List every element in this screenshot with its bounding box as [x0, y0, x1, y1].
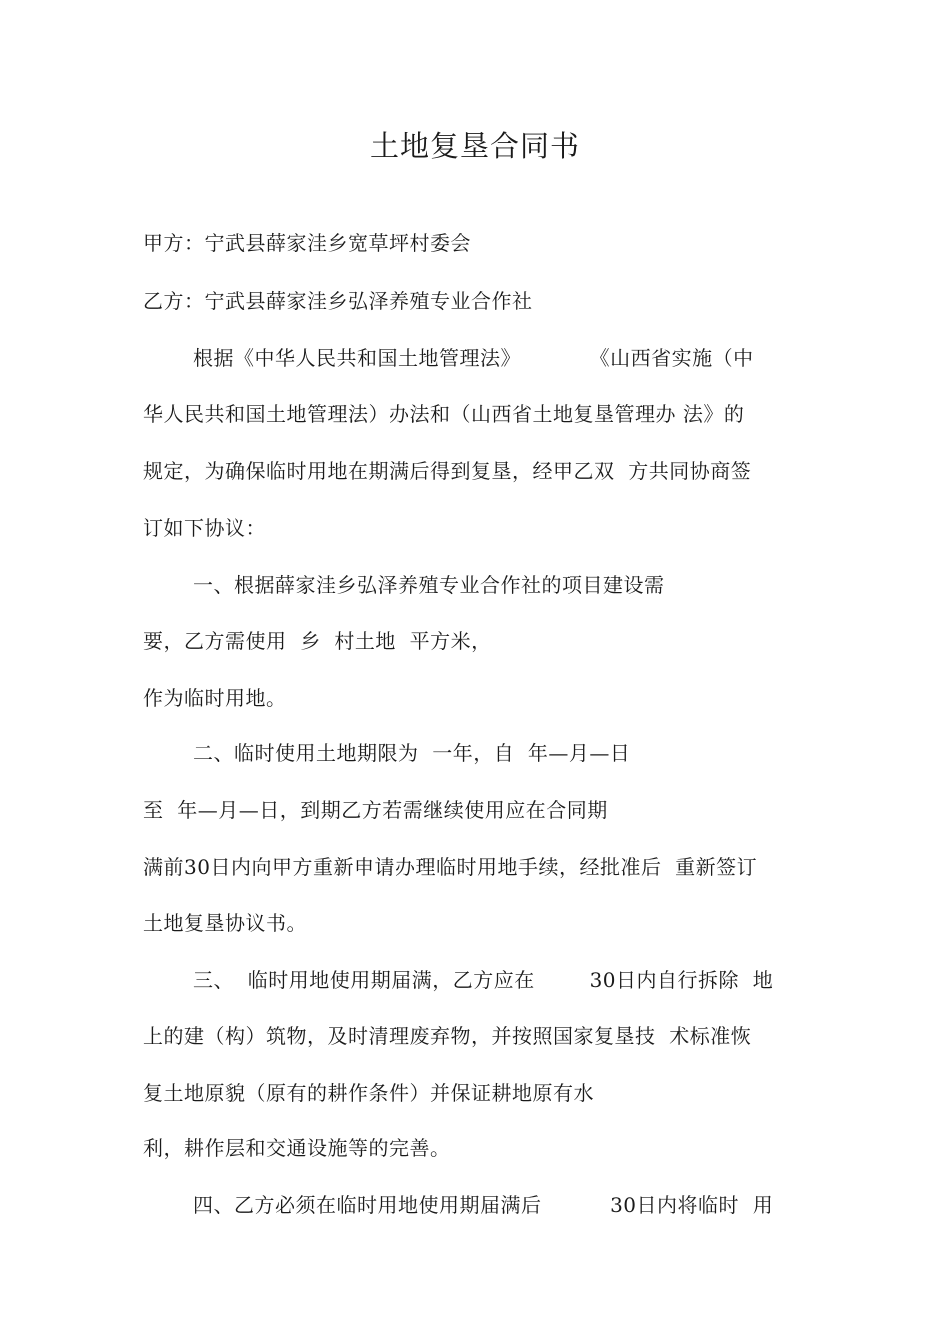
clause-4-line-1: 四、乙方必须在临时用地使用期届满后 30日内将临时 用 [193, 1193, 774, 1217]
intro-line-3: 规定，为确保临时用地在期满后得到复垦，经甲乙双 方共同协商签 [143, 459, 752, 483]
clause-2-line-1: 二、临时使用土地期限为 一年，自 年—月—日 [193, 741, 631, 765]
intro-line-4: 订如下协议： [143, 516, 266, 540]
clause-3-line-2: 上的建（构）筑物，及时清理废弃物，并按照国家复垦技 术标准恢 [143, 1024, 752, 1048]
intro-line-1: 根据《中华人民共和国土地管理法》 《山西省实施（中 [193, 346, 754, 370]
party-b-line: 乙方：宁武县薛家洼乡弘泽养殖专业合作社 [143, 289, 533, 313]
clause-3-line-1: 三、 临时用地使用期届满，乙方应在 30日内自行拆除 地 [193, 968, 774, 992]
intro-line-2: 华人民共和国土地管理法）办法和（山西省土地复垦管理办 法》的 [143, 402, 745, 426]
clause-2-line-4: 土地复垦协议书。 [143, 911, 307, 935]
party-a-line: 甲方：宁武县薛家洼乡宽草坪村委会 [143, 231, 471, 255]
clause-1-line-2: 要，乙方需使用 乡 村土地 平方米， [143, 629, 492, 653]
clause-2-line-2: 至 年—月—日，到期乙方若需继续使用应在合同期 [143, 798, 608, 822]
clause-3-line-3: 复土地原貌（原有的耕作条件）并保证耕地原有水 [143, 1081, 594, 1105]
clause-2-line-3: 满前30日内向甲方重新申请办理临时用地手续，经批准后 重新签订 [143, 855, 758, 879]
clause-1-line-1: 一、根据薛家洼乡弘泽养殖专业合作社的项目建设需 [193, 573, 665, 597]
document-title: 土地复垦合同书 [369, 129, 580, 163]
clause-3-line-4: 利，耕作层和交通设施等的完善。 [143, 1136, 451, 1160]
clause-1-line-3: 作为临时用地。 [143, 686, 287, 710]
